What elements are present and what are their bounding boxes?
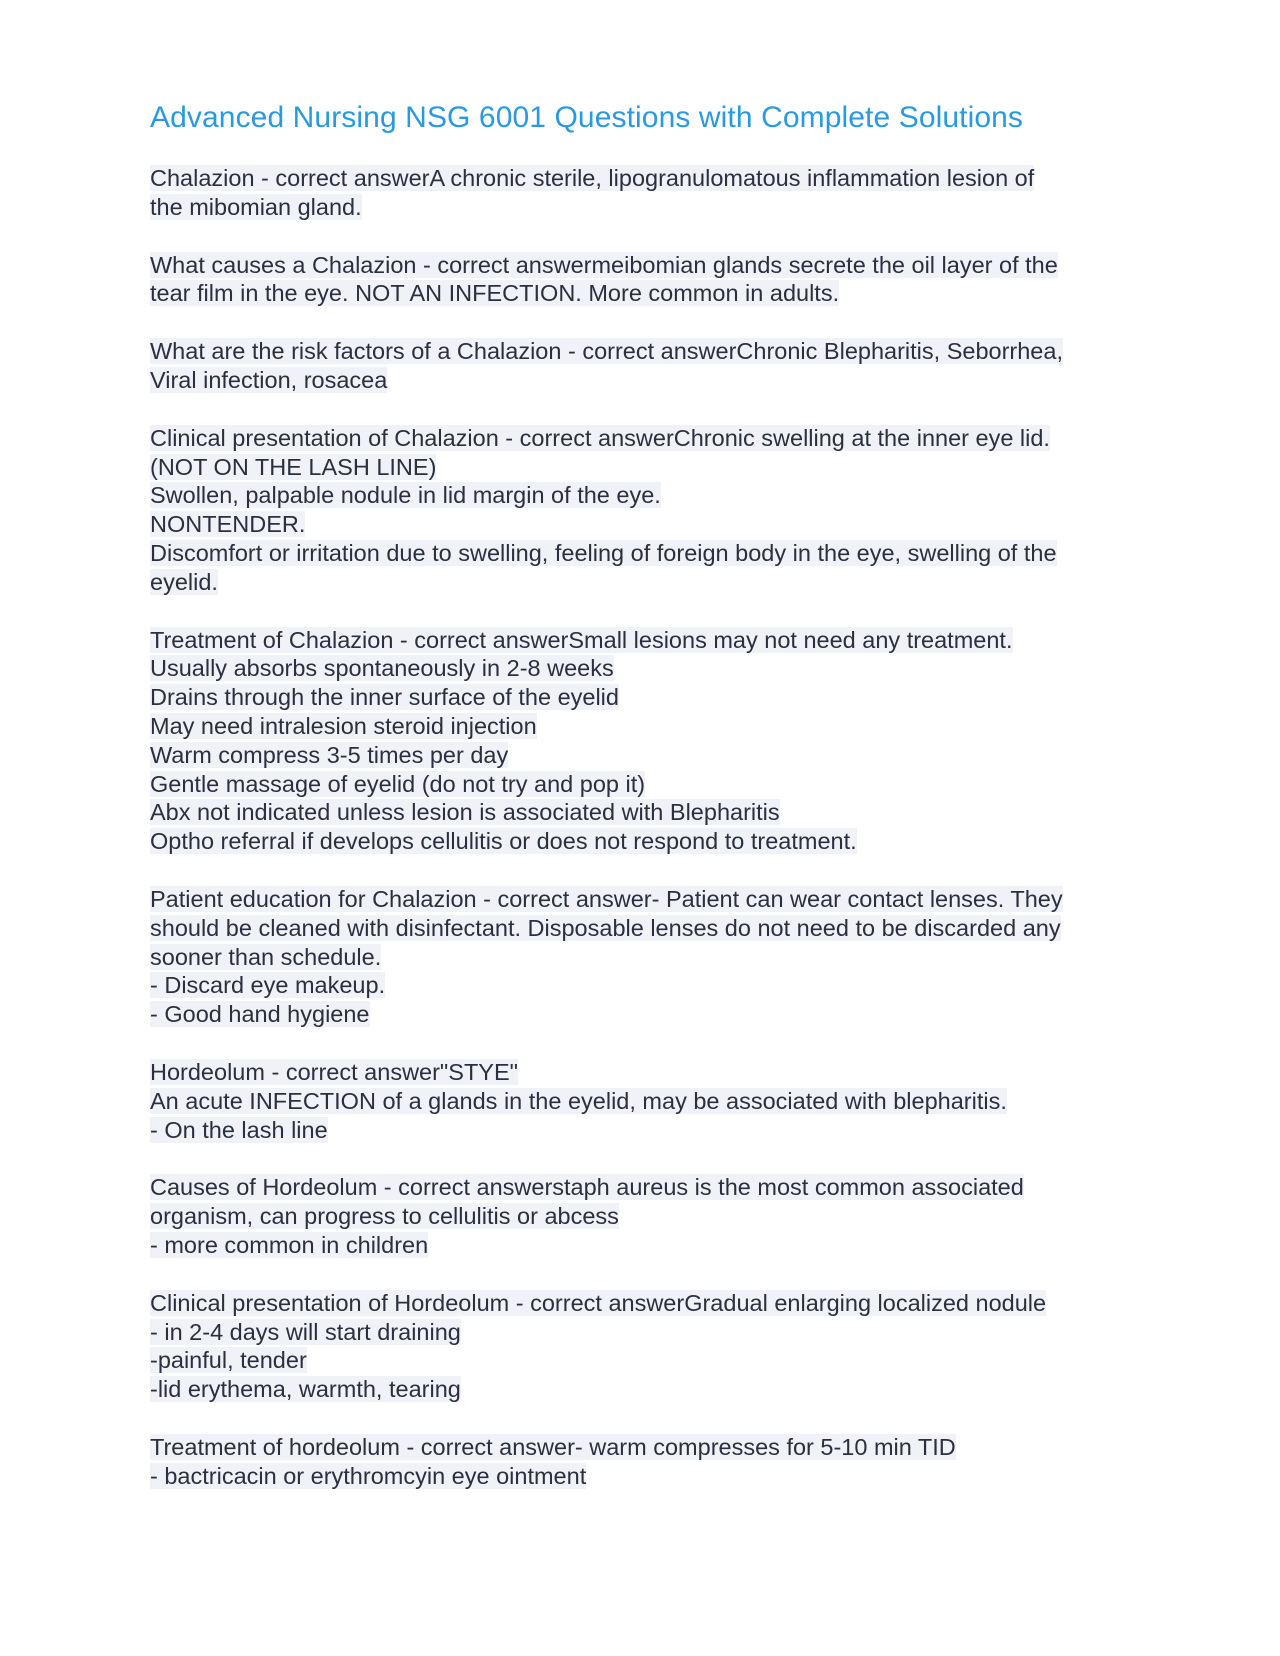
qa-line-text: - Discard eye makeup. — [150, 972, 386, 999]
qa-entry — [150, 1433, 1140, 1491]
qa-line — [150, 539, 1140, 568]
qa-line-text: - in 2-4 days will start draining — [150, 1318, 461, 1345]
qa-line-text: should be cleaned with disinfectant. Disposable lenses do not need to be discarded any — [150, 914, 1061, 941]
qa-line-text: What are the risk factors of a Chalazion - correct answerChronic Blepharitis, Seborrhea, — [150, 338, 1063, 365]
qa-line — [150, 827, 1140, 856]
qa-line-text: Optho referral if develops cellulitis or does not respond to treatment. — [150, 828, 857, 855]
qa-line-text: organism, can progress to cellulitis or abcess — [150, 1203, 619, 1230]
qa-line — [150, 453, 1140, 482]
qa-line — [150, 279, 1140, 308]
qa-line — [150, 164, 1140, 193]
qa-line — [150, 1173, 1140, 1202]
qa-entry — [150, 1289, 1140, 1404]
qa-line — [150, 1462, 1140, 1491]
qa-line — [150, 337, 1140, 366]
qa-entry — [150, 1173, 1140, 1259]
qa-line-text: Clinical presentation of Hordeolum - correct answerGradual enlarging localized nodule — [150, 1289, 1047, 1316]
qa-line-text: (NOT ON THE LASH LINE) — [150, 453, 437, 480]
qa-line-text: - On the lash line — [150, 1116, 328, 1143]
qa-line — [150, 1289, 1140, 1318]
qa-line-text: Warm compress 3-5 times per day — [150, 741, 509, 768]
document-page — [150, 100, 1140, 1519]
qa-line-text: - more common in children — [150, 1231, 429, 1258]
qa-line-text: - Good hand hygiene — [150, 1001, 370, 1028]
qa-line-text: May need intralesion steroid injection — [150, 712, 537, 739]
qa-line — [150, 1346, 1140, 1375]
qa-line — [150, 971, 1140, 1000]
qa-line-text: Clinical presentation of Chalazion - correct answerChronic swelling at the inner eye lid. — [150, 424, 1050, 451]
qa-line-text: An acute INFECTION of a glands in the eyelid, may be associated with blepharitis. — [150, 1087, 1007, 1114]
qa-line — [150, 654, 1140, 683]
qa-line-text: -painful, tender — [150, 1347, 307, 1374]
qa-line — [150, 770, 1140, 799]
qa-line-text: -lid erythema, warmth, tearing — [150, 1376, 461, 1403]
qa-line-text: Viral infection, rosacea — [150, 366, 388, 393]
qa-line-text: Treatment of hordeolum - correct answer- warm compresses for 5-10 min TID — [150, 1433, 956, 1460]
qa-line — [150, 1433, 1140, 1462]
qa-line — [150, 193, 1140, 222]
qa-line — [150, 626, 1140, 655]
qa-line — [150, 568, 1140, 597]
qa-list — [150, 164, 1140, 1490]
qa-line — [150, 1231, 1140, 1260]
qa-entry — [150, 885, 1140, 1029]
qa-line-text: Discomfort or irritation due to swelling, feeling of foreign body in the eye, swelling of the — [150, 539, 1057, 566]
qa-line — [150, 366, 1140, 395]
qa-line-text: Usually absorbs spontaneously in 2-8 weeks — [150, 655, 614, 682]
qa-entry — [150, 1058, 1140, 1144]
qa-line-text: the mibomian gland. — [150, 193, 362, 220]
qa-line — [150, 1087, 1140, 1116]
qa-line — [150, 741, 1140, 770]
qa-line-text: Treatment of Chalazion - correct answerSmall lesions may not need any treatment. — [150, 626, 1013, 653]
qa-entry — [150, 251, 1140, 309]
qa-entry — [150, 424, 1140, 597]
qa-line — [150, 914, 1140, 943]
qa-line-text: tear film in the eye. NOT AN INFECTION. More common in adults. — [150, 280, 840, 307]
qa-line-text: Swollen, palpable nodule in lid margin of the eye. — [150, 482, 661, 509]
qa-entry — [150, 626, 1140, 856]
qa-entry — [150, 337, 1140, 395]
qa-line — [150, 424, 1140, 453]
qa-line-text: - bactricacin or erythromcyin eye ointment — [150, 1462, 587, 1489]
qa-line — [150, 1058, 1140, 1087]
qa-line-text: Hordeolum - correct answer"STYE" — [150, 1058, 518, 1085]
qa-line-text: What causes a Chalazion - correct answermeibomian glands secrete the oil layer of the — [150, 251, 1058, 278]
qa-line — [150, 683, 1140, 712]
qa-line — [150, 943, 1140, 972]
qa-line-text: eyelid. — [150, 568, 218, 595]
qa-line-text: Chalazion - correct answerA chronic sterile, lipogranulomatous inflammation lesion of — [150, 165, 1035, 191]
qa-entry — [150, 164, 1140, 222]
qa-line — [150, 712, 1140, 741]
qa-line — [150, 1318, 1140, 1347]
qa-line-text: NONTENDER. — [150, 511, 306, 538]
document-title: Advanced Nursing NSG 6001 Questions with Complete Solutions — [150, 101, 1024, 134]
qa-line — [150, 1116, 1140, 1145]
qa-line — [150, 481, 1140, 510]
qa-line — [150, 885, 1140, 914]
qa-line — [150, 1000, 1140, 1029]
qa-line-text: Gentle massage of eyelid (do not try and pop it) — [150, 770, 646, 797]
qa-line — [150, 251, 1140, 280]
qa-line — [150, 1375, 1140, 1404]
qa-line-text: Patient education for Chalazion - correct answer- Patient can wear contact lenses. They — [150, 885, 1063, 912]
qa-line — [150, 798, 1140, 827]
qa-line-text: sooner than schedule. — [150, 943, 382, 970]
qa-line — [150, 1202, 1140, 1231]
qa-line — [150, 510, 1140, 539]
qa-line-text: Drains through the inner surface of the eyelid — [150, 684, 619, 711]
qa-line-text: Abx not indicated unless lesion is associated with Blepharitis — [150, 799, 780, 826]
qa-line-text: Causes of Hordeolum - correct answerstaph aureus is the most common associated — [150, 1174, 1024, 1201]
